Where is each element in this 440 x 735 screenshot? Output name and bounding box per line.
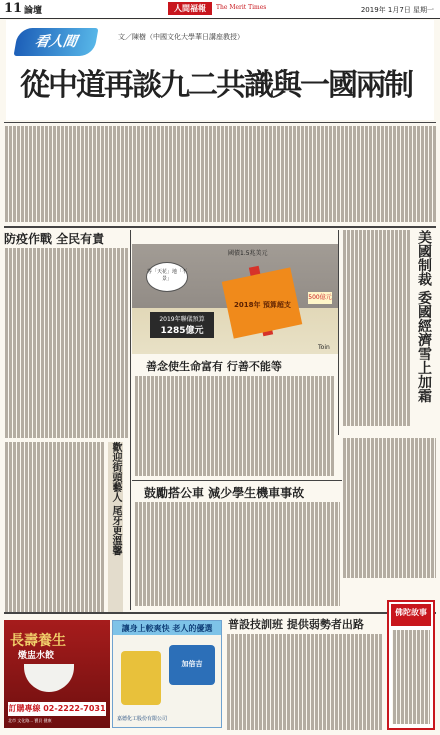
product-bottle-icon (121, 651, 161, 705)
ad-soup-title: 長壽養生 (10, 633, 66, 649)
article-body-epidemic (4, 248, 128, 438)
ad-soup-address: 北市 文化路... 寶貝 健康 (8, 718, 52, 723)
article-body-street (4, 442, 104, 612)
divider (4, 612, 436, 614)
ad-soup-phone: 訂購專線 02-2222-7031 (8, 702, 106, 716)
ad-health-footer: 嘉德化工股份有限公司 (117, 716, 168, 722)
cartoon-budget-value: 1285億元 (160, 326, 204, 336)
article-body-kindness (134, 376, 334, 476)
advertisement-soup[interactable] (4, 620, 110, 728)
article-title-training: 普設技訓班 提供弱勢者出路 (228, 618, 364, 631)
ad-soup-subtitle: 燉盅水餃 (18, 651, 55, 661)
article-title-epidemic: 防疫作戰 全民有責 (4, 232, 105, 246)
article-title-street: 歡迎街頭藝人 尾牙更溫馨 (108, 442, 123, 612)
sidebar-box-body (392, 630, 430, 724)
sidebar-box (387, 600, 435, 730)
lead-article-header (6, 20, 434, 120)
cartoon-price-tag: 500億元 (308, 292, 332, 304)
divider (4, 226, 436, 228)
advertisement-health[interactable] (112, 620, 222, 728)
article-title-kindness: 善念使生命富有 行善不能等 (146, 360, 282, 373)
soup-bowl-icon (24, 664, 74, 692)
cartoon-budget-sign (150, 312, 214, 338)
divider (130, 230, 131, 610)
masthead-logo: 人間福報 (168, 2, 212, 15)
lead-headline: 從中道再談九二共識與一國兩制 (20, 68, 412, 103)
article-body-training (226, 634, 382, 730)
cartoon-debt-label: 國債1.5兆美元 (228, 250, 268, 257)
divider (4, 122, 436, 123)
byline: 文／陳樹（中國文化大學華日講座教授） (118, 33, 244, 41)
article-title-bus: 鼓勵搭公車 減少學生機車事故 (144, 486, 305, 500)
issue-date: 2019年 1月7日 星期一 (360, 6, 434, 14)
sidebar-box-title: 佛陀故事 (391, 604, 431, 626)
article-title-us-sanctions: 美國制裁 委國經濟雪上加霜 (414, 230, 434, 426)
lead-article-body (4, 126, 436, 222)
cartoon-box-label: 2018年 預算超支 (234, 301, 291, 309)
column-brand-logo: 看人間 (14, 28, 99, 56)
article-body-bus (134, 502, 340, 606)
article-body-right (342, 438, 436, 578)
cartoon-speech-bubble: 等「天花」地「不景」 (146, 262, 188, 292)
ad-health-product: 加倍吉 (169, 645, 215, 685)
divider (338, 230, 339, 435)
ad-health-title: 讓身上較爽快 老人的優選 (113, 621, 221, 635)
article-body-us-sanctions (342, 230, 410, 426)
page-header (0, 0, 440, 19)
masthead-logo-en: The Merit Times (216, 4, 267, 11)
cartoonist-signature: Toin (318, 344, 330, 351)
page-number: 11 (4, 1, 23, 16)
editorial-cartoon (132, 244, 338, 354)
cartoon-budget-label: 2019年聯儀預算 (159, 316, 205, 323)
section-label: 論壇 (24, 6, 43, 16)
